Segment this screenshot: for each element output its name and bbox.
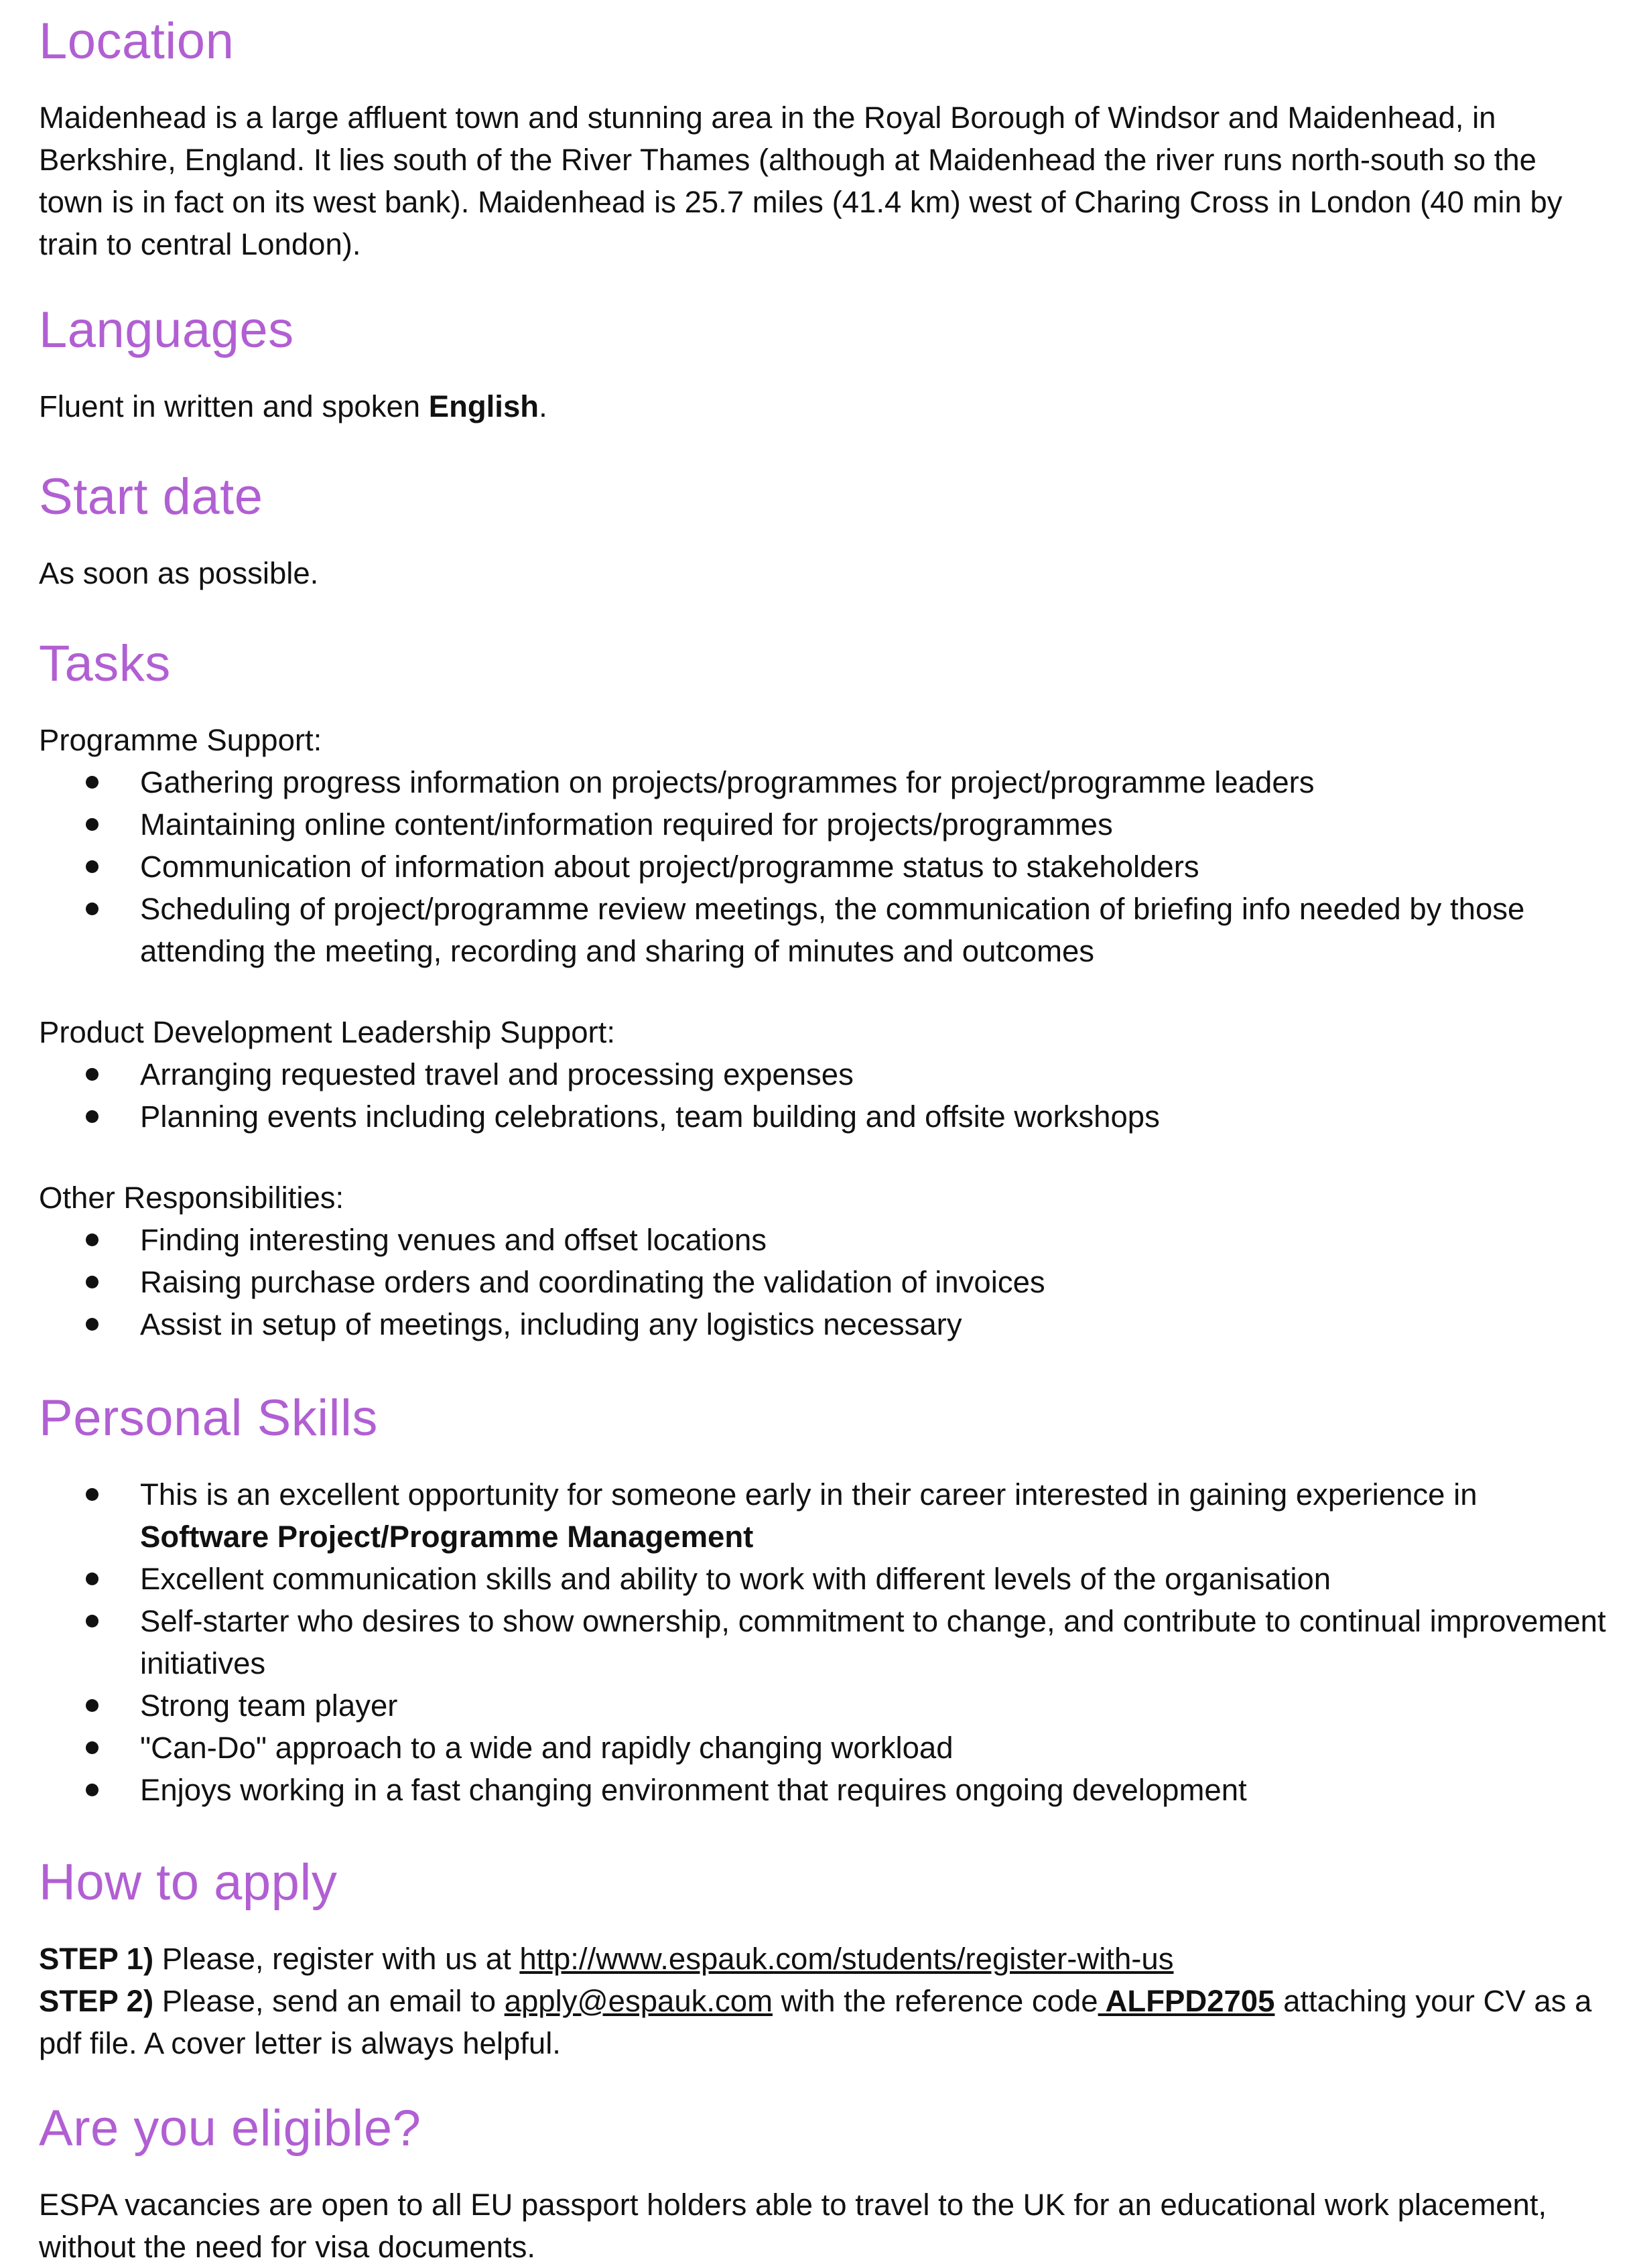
location-body: Maidenhead is a large affluent town and stunning area in the Royal Borough of Windsor and Maidenhead, in Berkshire, England. It lies south of the River Thames (although at Maidenhead the river runs north-south so the town is in fact on its west bank). Maidenhead is 25.7 miles (41.4 km) west of Charing Cross in London (40 min by train to central London). (39, 101, 1563, 261)
apply-email-link[interactable]: apply@espauk.com (504, 1984, 773, 2018)
bullet-icon (86, 1068, 99, 1081)
task-list (39, 1219, 1607, 1345)
task-group-programme-support (39, 719, 1607, 972)
task-group-other (39, 1177, 1607, 1345)
list-item: Enjoys working in a fast changing environment that requires ongoing development (39, 1769, 1607, 1811)
bullet-icon (86, 1573, 99, 1585)
bullet-icon (86, 1741, 99, 1754)
task-group-label: Product Development Leadership Support: (39, 1015, 615, 1049)
bullet-icon (86, 1699, 99, 1712)
bullet-icon (86, 1233, 99, 1246)
bullet-icon (86, 818, 99, 831)
list-item: Excellent communication skills and ability to work with different levels of the organisation (39, 1558, 1607, 1600)
list-item: Self-starter who desires to show ownership, commitment to change, and contribute to continual improvement initiatives (39, 1600, 1607, 1684)
tasks-section (39, 634, 1607, 1345)
bullet-icon (86, 776, 99, 789)
list-item: Finding interesting venues and offset locations (39, 1219, 1607, 1261)
task-group-label: Programme Support: (39, 723, 322, 757)
eligibility-heading: Are you eligible? (39, 2100, 421, 2157)
how-to-apply-heading: How to apply (39, 1854, 338, 1911)
bullet-icon (86, 1488, 99, 1501)
bullet-icon (86, 860, 99, 873)
bullet-icon (86, 1615, 99, 1627)
task-list (39, 1053, 1607, 1138)
bullet-icon (86, 1110, 99, 1123)
list-item: Strong team player (39, 1684, 1607, 1727)
start-date-section (39, 467, 1607, 594)
list-item: Maintaining online content/information required for projects/programmes (39, 803, 1607, 846)
skills-list (39, 1473, 1607, 1811)
personal-skills-section (39, 1388, 1607, 1811)
list-item: This is an excellent opportunity for someone early in their career interested in gaining experience in Software Project/Programme Management (39, 1473, 1607, 1558)
bullet-icon (86, 903, 99, 915)
reference-code: ALFPD2705 (1098, 1984, 1275, 2018)
location-heading: Location (39, 13, 235, 70)
step-1-label: STEP 1) (39, 1942, 154, 1976)
start-date-body: As soon as possible. (39, 556, 319, 590)
start-date-heading: Start date (39, 468, 263, 525)
register-link[interactable]: http://www.espauk.com/students/register-with-us (519, 1942, 1174, 1976)
step-2-label: STEP 2) (39, 1984, 154, 2018)
task-group-product-development (39, 1011, 1607, 1138)
list-item: Communication of information about project/programme status to stakeholders (39, 846, 1607, 888)
personal-skills-heading: Personal Skills (39, 1390, 378, 1447)
languages-bold: English (428, 389, 539, 423)
bullet-icon (86, 1276, 99, 1288)
list-item: Assist in setup of meetings, including any logistics necessary (39, 1303, 1607, 1345)
location-section (39, 11, 1607, 265)
list-item: Raising purchase orders and coordinating the validation of invoices (39, 1261, 1607, 1303)
skills-emphasis: Software Project/Programme Management (140, 1520, 754, 1554)
bullet-icon (86, 1318, 99, 1331)
eligibility-body: ESPA vacancies are open to all EU passport holders able to travel to the UK for an educational work placement, without the need for visa documents. (39, 2188, 1547, 2264)
languages-section (39, 300, 1607, 427)
list-item: Arranging requested travel and processing expenses (39, 1053, 1607, 1095)
task-list (39, 761, 1607, 972)
eligibility-section (39, 2098, 1607, 2268)
step-2: STEP 2) Please, send an email to apply@espauk.com with the reference code ALFPD2705 attaching your CV as a pdf file. A cover letter is always helpful. (39, 1984, 1592, 2060)
step-1: STEP 1) Please, register with us at http://www.espauk.com/students/register-with-us (39, 1942, 1174, 1976)
list-item: Gathering progress information on projects/programmes for project/programme leaders (39, 761, 1607, 803)
list-item: Planning events including celebrations, team building and offsite workshops (39, 1095, 1607, 1138)
languages-prefix: Fluent in written and spoken (39, 389, 429, 423)
languages-suffix: . (539, 389, 547, 423)
languages-body (39, 385, 1607, 427)
languages-heading: Languages (39, 302, 294, 358)
tasks-heading: Tasks (39, 635, 171, 692)
list-item: Scheduling of project/programme review meetings, the communication of briefing info needed by those attending the meeting, recording and sharing of minutes and outcomes (39, 888, 1607, 972)
task-group-label: Other Responsibilities: (39, 1181, 344, 1215)
how-to-apply-section (39, 1853, 1607, 2064)
list-item: "Can-Do" approach to a wide and rapidly changing workload (39, 1727, 1607, 1769)
bullet-icon (86, 1784, 99, 1796)
